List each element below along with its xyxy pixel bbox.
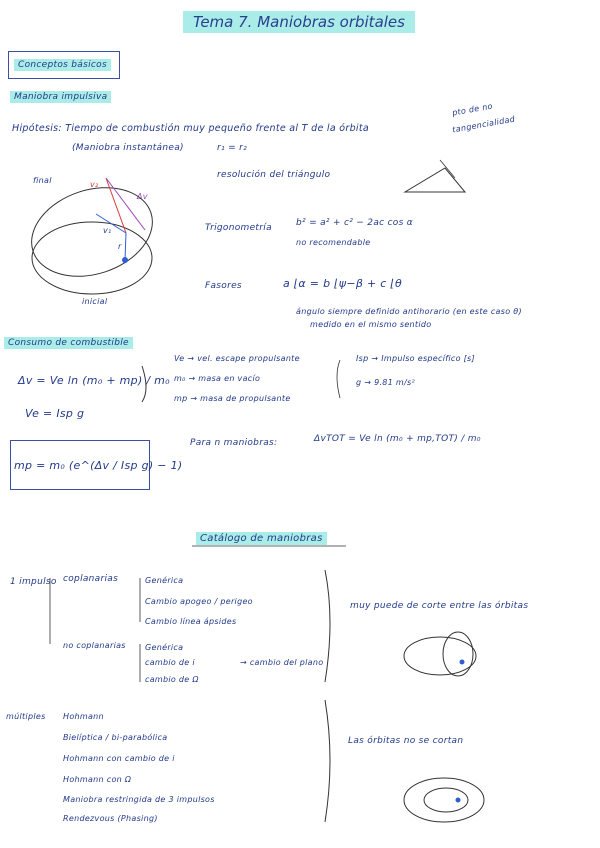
multi-item-2: Bielíptica / bi-parabólica <box>63 733 168 742</box>
fasores-label: Fasores <box>205 281 242 291</box>
cat-no-coplanarias: no coplanarias <box>63 641 126 650</box>
vector-v1 <box>96 214 126 233</box>
eq-dv: Δv = Ve ln (m₀ + mp) / m₀ <box>18 374 170 387</box>
orbit-inicial <box>32 222 152 294</box>
orbit-outer <box>404 778 484 822</box>
varias-eq: ΔvTOT = Ve ln (m₀ + mp,TOT) / m₀ <box>314 434 481 444</box>
def-m0: m₀ → masa en vacío <box>174 374 261 383</box>
fasores-note-2: medido en el mismo sentido <box>310 320 432 329</box>
def-isp: Isp → Impulso específico [s] <box>356 354 475 363</box>
brace-catalog-bottom <box>325 700 330 822</box>
triangle-sketch <box>405 168 465 192</box>
rhs-text-2: Las órbitas no se cortan <box>348 736 464 746</box>
def-mp: mp → masa de propulsante <box>174 394 291 403</box>
orbit-final <box>20 173 164 291</box>
section-title-conceptos: Conceptos básicos <box>14 59 111 71</box>
nc-item-2: cambio de i <box>145 658 195 667</box>
section-title-catalogo: Catálogo de maniobras <box>196 532 327 545</box>
orbit-cross-2 <box>443 632 473 676</box>
vec-v1: v₁ <box>103 226 112 235</box>
brace-catalog-top <box>325 570 330 682</box>
triangle-arrow-a <box>440 160 455 178</box>
pto-note-1: pto de no <box>451 101 494 118</box>
fasores-note-1: ángulo siempre definido antihorario (en este caso θ) <box>296 307 522 316</box>
vec-v2: v₂ <box>90 180 99 189</box>
orbit-focus <box>456 798 461 803</box>
pto-note-2: tangencialidad <box>451 114 516 135</box>
subsection-title-impulsiva: Maniobra impulsiva <box>10 91 111 103</box>
hipotesis-sub: (Maniobra instantánea) <box>72 143 184 153</box>
co-item-2: Cambio apogeo / perigeo <box>145 597 253 606</box>
vector-dv <box>106 178 145 230</box>
co-item-3: Cambio línea ápsides <box>145 617 237 626</box>
multi-item-5: Maniobra restringida de 3 impulsos <box>63 795 215 804</box>
multi-item-4: Hohmann con Ω <box>63 775 132 784</box>
eq-ve: Ve = Isp g <box>25 407 85 420</box>
cat-multiples: múltiples <box>6 712 46 721</box>
multi-item-1: Hohmann <box>63 712 104 721</box>
fasores-eq: a ⌊α = b ⌊ψ−β + c ⌊θ <box>283 277 403 290</box>
hipotesis-text: Hipótesis: Tiempo de combustión muy pequeño frente al T de la órbita <box>12 123 370 134</box>
def-g: g → 9.81 m/s² <box>356 378 415 387</box>
label-inicial: inicial <box>82 297 108 306</box>
orbit-inner <box>424 788 468 812</box>
nc-note: → cambio del plano <box>240 658 324 667</box>
trig-note: no recomendable <box>296 238 371 247</box>
nc-item-1: Genérica <box>145 643 184 652</box>
trig-label: Trigonometría <box>205 223 272 233</box>
multi-item-6: Rendezvous (Phasing) <box>63 814 158 823</box>
co-item-1: Genérica <box>145 576 184 585</box>
label-final: final <box>33 176 52 185</box>
subsection-title-consumo: Consumo de combustible <box>4 337 133 349</box>
def-ve: Ve → vel. escape propulsante <box>174 354 300 363</box>
multi-item-3: Hohmann con cambio de i <box>63 754 175 763</box>
cat-coplanarias: coplanarias <box>63 574 119 584</box>
brace-defs <box>337 360 340 398</box>
bracket-consumo <box>142 366 146 402</box>
r-equality: r₁ = r₂ <box>217 143 247 153</box>
vec-r: r <box>118 242 122 251</box>
vec-dv: Δv <box>137 192 148 201</box>
nc-item-3: cambio de Ω <box>145 675 199 684</box>
orbit-cross-focus <box>460 660 465 665</box>
resolucion-text: resolución del triángulo <box>217 170 331 180</box>
vector-r <box>125 233 126 260</box>
page-title: Tema 7. Maniobras orbitales <box>183 11 415 33</box>
orbit-cross-1 <box>404 637 476 675</box>
trig-eq: b² = a² + c² − 2ac cos α <box>296 218 413 228</box>
eq-mp: mp = m₀ (e^(Δv / Isp g) − 1) <box>14 459 183 472</box>
cat-impulsivas: 1 impulso <box>10 577 57 587</box>
rhs-text-1: muy puede de corte entre las órbitas <box>350 601 529 611</box>
varias-label: Para n maniobras: <box>190 438 278 448</box>
